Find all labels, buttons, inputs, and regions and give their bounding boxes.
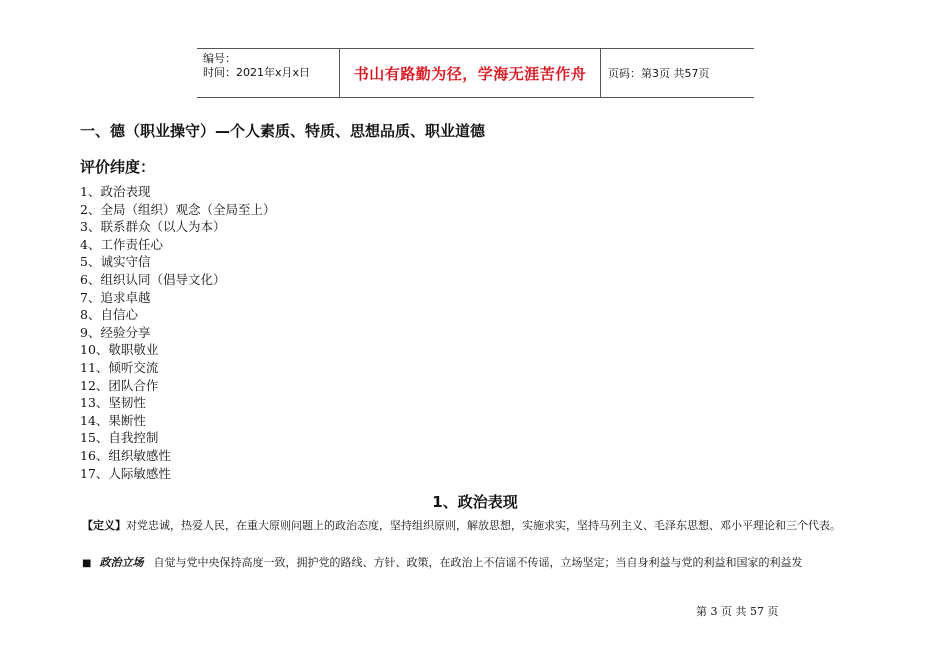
definition-text: 对党忠诚，热爱人民，在重大原则问题上的政治态度，坚持组织原则，解放思想，实施求实，坚持马列主义、毛泽东思想、邓小平理论和三个代表。 xyxy=(126,519,841,532)
list-item: 13、坚韧性 xyxy=(80,395,146,411)
list-item: 10、敬职敬业 xyxy=(80,342,159,358)
definition-label: 【定义】 xyxy=(82,519,126,532)
header-page-number: 页码：第3页 共57页 xyxy=(608,67,710,80)
header-motto: 书山有路勤为径，学海无涯苦作舟 xyxy=(339,49,601,97)
list-item: 2、全局（组织）观念（全局至上） xyxy=(80,201,276,217)
square-bullet-icon: ■ xyxy=(82,558,92,569)
political-stance-label: 政治立场 xyxy=(99,556,144,569)
list-item: 6、组织认同（倡导文化） xyxy=(80,271,226,287)
list-item: 5、诚实守信 xyxy=(80,254,151,270)
list-item: 7、追求卓越 xyxy=(80,289,151,305)
list-item: 8、自信心 xyxy=(80,307,138,323)
list-item: 16、组织敏感性 xyxy=(80,447,171,463)
document-number-label: 编号： xyxy=(203,52,236,65)
list-item: 3、联系群众（以人为本） xyxy=(80,219,226,235)
list-item: 11、倾听交流 xyxy=(80,359,159,375)
list-item: 1、政治表现 xyxy=(80,184,151,199)
page-footer-number: 第 3 页 共 57 页 xyxy=(696,605,779,618)
list-item: 12、团队合作 xyxy=(80,377,159,393)
header-info-cell xyxy=(197,49,339,97)
list-item: 4、工作责任心 xyxy=(80,236,163,252)
document-time-label: 时间：2021年x月x日 xyxy=(203,66,311,79)
section-title: 一、德（职业操守）—个人素质、特质、思想品质、职业道德 xyxy=(80,122,486,140)
political-stance-text: 自觉与党中央保持高度一致，拥护党的路线、方针、政策，在政治上不信谣不传谣，立场坚定；当自身利益与党的利益和国家的利益发 xyxy=(153,556,803,569)
evaluation-dimensions-heading: 评价纬度： xyxy=(80,158,156,176)
item-title: 1、政治表现 xyxy=(432,493,518,511)
list-item: 9、经验分享 xyxy=(80,324,151,340)
list-item: 17、人际敏感性 xyxy=(80,465,171,481)
page-header xyxy=(197,48,754,98)
political-stance-paragraph xyxy=(82,553,872,573)
definition-paragraph xyxy=(82,516,872,535)
list-item: 14、果断性 xyxy=(80,412,146,428)
list-item: 15、自我控制 xyxy=(80,430,159,446)
evaluation-dimensions-list xyxy=(80,183,275,482)
